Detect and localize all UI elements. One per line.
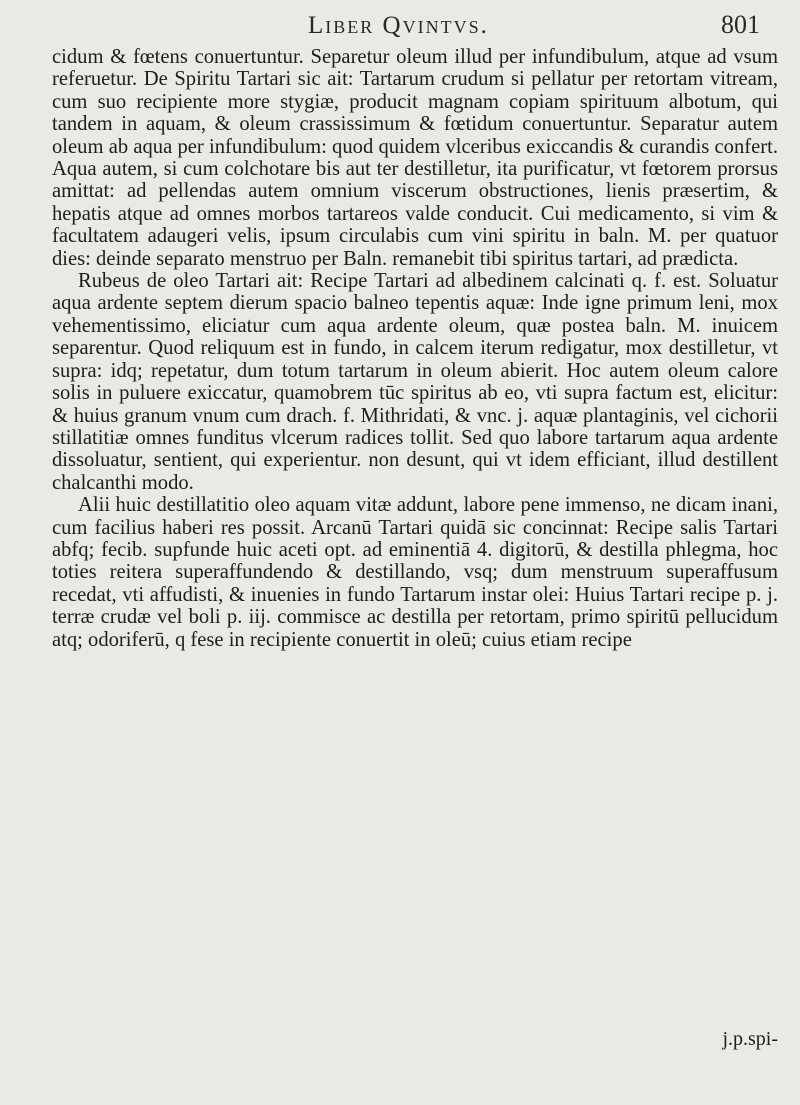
paragraph-rubeus-oleo-tartari: Rubeus de oleo Tartari ait: Recipe Tartari ad albedinem calcinati q. f. est. Soluatur aqua ardente septem dierum spacio balneo tepentis aquæ: Inde igne primum leni, mox vehementissimo, eliciatur cum aqua ardente oleum, quæ postea baln. M. inuicem separentur. Quod reliquum est in fundo, in calcem iterum redigatur, mox destilletur, vt supra: idq; repetatur, dum totum tartarum in oleum abierit. Hoc autem oleum calore solis in puluere exiccatur, quamobrem tūc spiritus ab eo, vti supra factum est, elicitur: & huius granum vnum cum drach. f. Mithridati, & vnc. j. aquæ plantaginis, vel cichorii stillatitiæ omnes funditus vlcerum radices tollit. Sed quo labore tartarum aqua ardente dissoluatur, sentient, qui experientur. non desunt, qui vt idem efficiant, illud destillent chalcanthi modo. bbox=[52, 270, 778, 494]
text-block bbox=[52, 46, 778, 651]
paragraph-arcanum-tartari: Alii huic destillatitio oleo aquam vitæ addunt, labore pene immenso, ne dicam inani, cum facilius haberi res possit. Arcanū Tartari quidā sic concinnat: Recipe salis Tartari abfq; fecib. supfunde huic aceti opt. ad eminentiā 4. digitorū, & destilla phlegma, hoc toties reitera superaffundendo & destillando, vsq; dum menstruum superaffusum recedat, vti affudisti, & inuenies in fundo Tartarum instar olei: Huius Tartari recipe p. j. terræ crudæ vel boli p. iij. commisce ac destilla per retortam, primo spiritū pellucidum atq; odoriferū, q fese in recipiente conuertit in oleū; cuius etiam recipe bbox=[52, 494, 778, 651]
page-number: 801 bbox=[721, 10, 760, 39]
catchword: j.p.spi- bbox=[722, 1028, 778, 1050]
running-head: Liber Qvintvs. bbox=[308, 12, 489, 39]
paragraph-spiritus-tartari: cidum & fœtens conuertuntur. Separetur oleum illud per infundibulum, atque ad vsum referuetur. De Spiritu Tartari sic ait: Tartarum crudum si pellatur per retortam vitream, cum suo recipiente more stygiæ, producit magnam copiam spirituum albotum, qui tandem in aquam, & oleum crassissimum & fœtidum conuertuntur. Separatur autem oleum ab aqua per infundibulum: quod quidem vlceribus exiccandis & curandis confert. Aqua autem, si cum colchotare bis aut ter destilletur, ita purificatur, vt fœtorem prorsus amittat: ad pellendas autem omnium viscerum obstructiones, lienis præsertim, & hepatis atque ad omnes morbos tartareos valde conducit. Cui medicamento, si vim & facultatem adaugeri velis, ipsum circulabis cum vini spiritu in baln. M. per quatuor dies: deinde separato menstruo per Baln. remanebit tibi spiritus tartari, ad prædicta. bbox=[52, 46, 778, 270]
page-header bbox=[60, 6, 760, 50]
